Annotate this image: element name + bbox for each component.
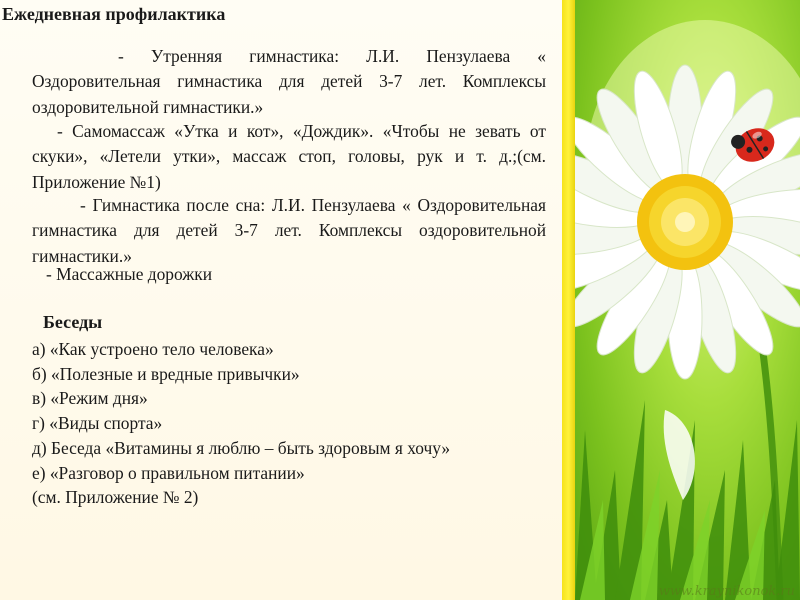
list-item: д) Беседа «Витамины я люблю – быть здоровым я хочу» (32, 437, 451, 458)
grass (575, 400, 800, 600)
list-item: в) «Режим дня» (32, 388, 148, 409)
daisy-illustration (575, 0, 800, 600)
talks-list (32, 337, 450, 510)
watermark: www.kraynikonok.ru (658, 584, 795, 599)
daisy-picture (575, 0, 800, 600)
paragraph-after-sleep-gymnastics: - Гимнастика после сна: Л.И. Пензулаева « Оздоровительная гимнастика для детей 3-7 лет. Комплексы оздоровительной гимнастики.» (32, 195, 546, 266)
list-item: б) «Полезные и вредные привычки» (32, 363, 300, 384)
paragraph-morning-gymnastics: - Утренняя гимнастика: Л.И. Пензулаева « Оздоровительная гимнастика для детей 3-7 лет. Комплексы оздоровительной гимнастики.» (32, 46, 546, 117)
falling-petal (664, 410, 695, 500)
paragraph-massage-paths: - Массажные дорожки (46, 264, 213, 284)
talks-heading: Беседы (43, 312, 103, 332)
slide-title: Ежедневная профилактика (2, 4, 226, 24)
paragraph-self-massage: - Самомассаж «Утка и кот», «Дождик». «Чтобы не зевать от скуки», «Летели утки», массаж стоп, головы, рук и т. д.;(см. Приложение №1) (32, 121, 546, 192)
list-item: г) «Виды спорта» (32, 413, 163, 434)
yellow-divider-stripe (562, 0, 575, 600)
list-item: (см. Приложение № 2) (32, 487, 199, 508)
list-item: а) «Как устроено тело человека» (32, 339, 274, 359)
list-item: е) «Разговор о правильном питании» (32, 462, 305, 483)
